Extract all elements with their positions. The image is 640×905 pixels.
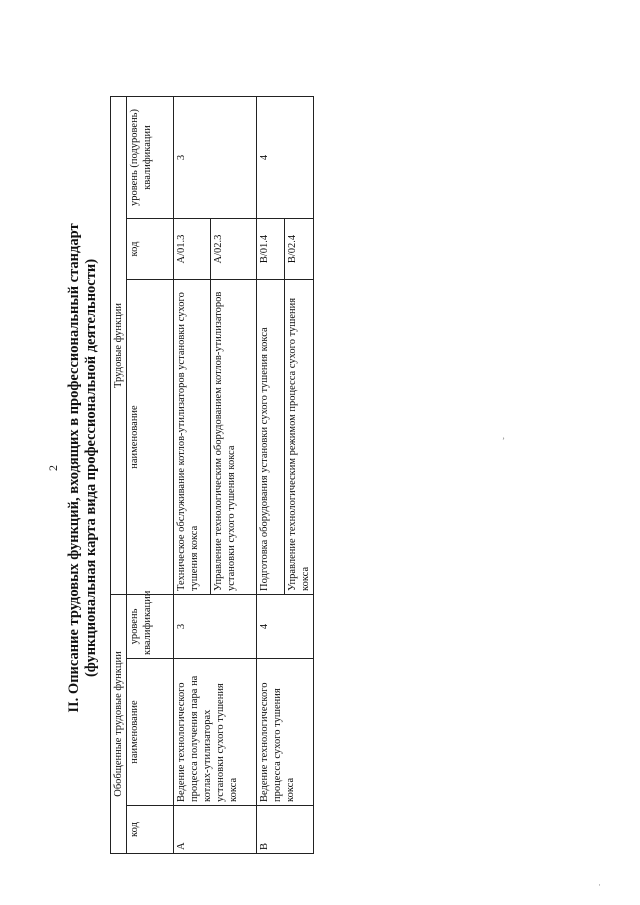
header-task-code: код bbox=[127, 219, 174, 280]
function-name: Ведение технологического процесса получения пара на котлах-утилизаторах установки сухого тушения кокса bbox=[174, 659, 257, 806]
header-code: код bbox=[127, 806, 174, 854]
title-line-1: II. Описание трудовых функций, входящих в профессиональный стандарт bbox=[66, 223, 82, 713]
task-name: Техническое обслуживание котлов-утилизаторов установки сухого тушения кокса bbox=[174, 280, 211, 595]
function-code: A bbox=[174, 806, 257, 854]
task-code: B/02.4 bbox=[285, 219, 314, 280]
header-level: уровень квалификации bbox=[127, 595, 174, 659]
task-name: Подготовка оборудования установки сухого тушения кокса bbox=[257, 280, 285, 595]
task-code: B/01.4 bbox=[257, 219, 285, 280]
title-line-2: (функциональная карта вида профессиональной деятельности) bbox=[83, 258, 99, 678]
task-code: А/01.3 bbox=[174, 219, 211, 280]
header-task-level: уровень (подуровень) квалификации bbox=[127, 96, 174, 218]
header-name: наименование bbox=[127, 659, 174, 806]
scan-speck: · bbox=[598, 880, 601, 890]
task-name: Управление технологическим режимом процесса сухого тушения кокса bbox=[285, 280, 314, 595]
task-level: 3 bbox=[174, 96, 257, 218]
task-code: А/02.3 bbox=[211, 219, 257, 280]
header-labor-functions: Трудовые функции bbox=[111, 96, 127, 594]
table-row bbox=[257, 96, 285, 853]
function-level: 4 bbox=[257, 595, 314, 659]
header-generalized-functions: Обобщенные трудовые функции bbox=[111, 595, 127, 854]
task-name: Управление технологическим оборудованием котлов-утилизаторов установки сухого тушения кокса bbox=[211, 280, 257, 595]
table-row bbox=[174, 96, 211, 853]
function-name: Ведение технологического процесса сухого тушения кокса bbox=[257, 659, 314, 806]
rotated-page bbox=[38, 68, 598, 868]
functional-map-table bbox=[110, 96, 314, 854]
header-row-groups bbox=[111, 96, 127, 853]
header-row-columns bbox=[127, 96, 174, 853]
function-level: 3 bbox=[174, 595, 257, 659]
function-code: B bbox=[257, 806, 314, 854]
page-title bbox=[66, 68, 100, 868]
task-level: 4 bbox=[257, 96, 314, 218]
scan-speck: ʼ bbox=[502, 436, 505, 446]
header-task-name: наименование bbox=[127, 280, 174, 595]
page-number: 2 bbox=[46, 465, 60, 471]
